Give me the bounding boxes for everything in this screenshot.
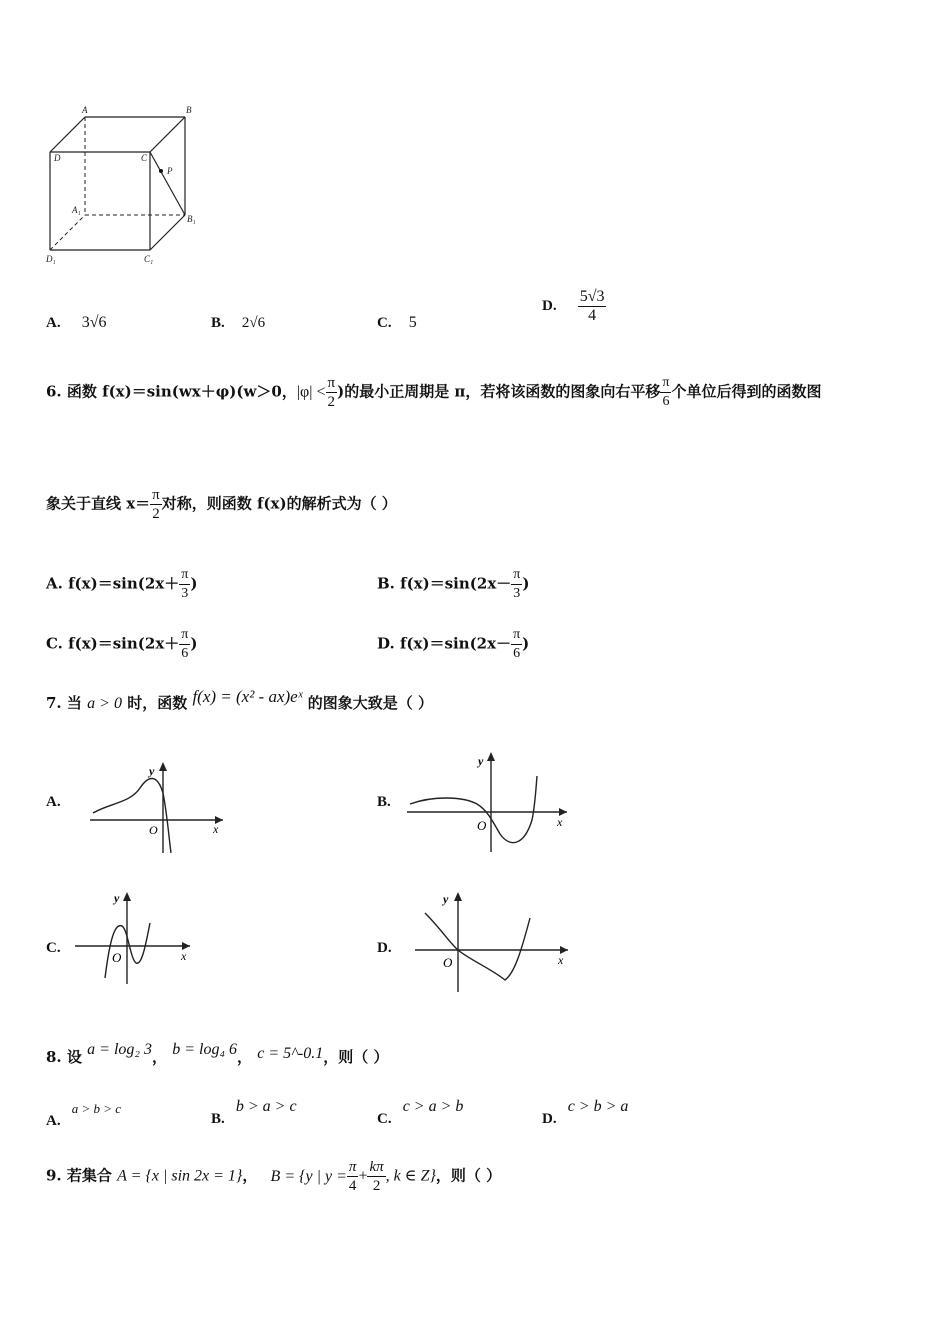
cube-label-c: C (141, 153, 148, 163)
svg-text:x: x (557, 815, 563, 829)
q7-option-c-label: C. (46, 940, 61, 956)
fraction: $\frac{\pi}{2}$ (152, 487, 160, 522)
option-label: A. (46, 315, 61, 331)
cube-label-b: B (186, 105, 192, 115)
phi-condition: |φ| < (296, 383, 326, 401)
set-a: A = {x | sin 2x = 1} (117, 1167, 243, 1185)
q7-graph-d (410, 888, 575, 996)
fraction: $\frac{\pi}{2}$ (327, 375, 336, 410)
point-p (159, 169, 163, 173)
q7-option-b-label: B. (377, 794, 391, 810)
cube-label-d: D (54, 153, 61, 163)
q5-option-b (211, 312, 265, 332)
cube-label-a: A (82, 105, 88, 115)
question-number: 7. (46, 694, 62, 712)
option-label: D. (542, 298, 557, 314)
q6-line2: 象关于直线 x＝ $\frac{\pi}{2}$ 对称，则函数 f(x)的解析式为（ ） (46, 487, 397, 522)
svg-text:y: y (149, 764, 155, 778)
svg-text:y: y (443, 892, 449, 906)
q8-option-d: D. c > b > a (542, 1098, 629, 1127)
cube-label-b1: B₁ (187, 214, 196, 224)
q6-option-a: A. f(x)＝sin(2x＋ $\frac{\pi}{3}$ ) (46, 567, 198, 601)
cube-label-d1: D₁ (46, 254, 56, 264)
q6-line1: 6. 函数 f(x)＝sin(wx＋φ)(w＞0，|φ| < $\frac{\pi}{2}$ )的最小正周期是 π，若将该函数的图象向右平移 $\frac{\pi}{6}$ 个单位后得到的函数图 (46, 375, 822, 410)
q8-option-c: C. c > a > b (377, 1098, 464, 1127)
q9-stem: 9. 若集合 A = {x | sin 2x = 1}， B = {y | y = $\frac{\pi}{4}$ + $\frac{k\pi}{2}$ , k ∈ Z}，则（ ） (46, 1159, 502, 1194)
cube-label-c1: C₁ (144, 254, 154, 264)
cube-figure (40, 100, 210, 275)
option-label: C. (377, 315, 392, 331)
option-value: 3√6 (81, 314, 107, 331)
option-fraction: $\frac{5√3}{4}$ (579, 288, 605, 324)
question-number: 9. (46, 1166, 62, 1185)
question-number: 6. (46, 382, 62, 401)
svg-text:x: x (558, 953, 564, 967)
option-value: 5 (408, 314, 417, 331)
svg-text:y: y (114, 891, 120, 905)
svg-text:O: O (149, 823, 158, 837)
svg-text:O: O (477, 818, 487, 833)
q8-option-a: A. a > b > c (46, 1101, 122, 1129)
function-expression: f(x) = (x² - ax)eˣ (192, 687, 303, 706)
q5-option-c (377, 312, 417, 332)
cube-label-p: P (167, 166, 173, 176)
q7-graph-a (85, 758, 235, 858)
q7-option-a-label: A. (46, 794, 61, 810)
svg-text:x: x (213, 822, 219, 836)
cube-label-a1: A₁ (72, 205, 81, 215)
svg-text:x: x (181, 949, 187, 963)
q8-stem: 8. 设 a = log₂ 3， b = log₄ 6， c = 5^-0.1，则（ ） (46, 1041, 389, 1066)
set-b: B = {y | y = (270, 1167, 347, 1185)
svg-text:O: O (443, 955, 453, 970)
q6-option-b: B. f(x)＝sin(2x－ $\frac{\pi}{3}$ ) (377, 567, 530, 601)
q7-stem: 7. 当 a > 0 时，函数 f(x) = (x² - ax)eˣ 的图象大致是（ ） (46, 687, 433, 712)
q6-option-c: C. f(x)＝sin(2x＋ $\frac{\pi}{6}$ ) (46, 627, 198, 661)
svg-text:O: O (112, 950, 122, 965)
q7-option-d-label: D. (377, 940, 392, 956)
option-label: B. (211, 315, 225, 331)
q8-option-b: B. b > a > c (211, 1098, 297, 1127)
question-number: 8. (46, 1048, 62, 1066)
option-value: 2√6 (241, 315, 266, 331)
q7-graph-b (402, 748, 572, 856)
q5-option-d (542, 288, 606, 325)
q7-graph-c (70, 888, 200, 988)
fraction: $\frac{\pi}{6}$ (662, 375, 670, 409)
q5-option-a (46, 312, 106, 332)
svg-text:y: y (478, 754, 484, 768)
q6-option-d: D. f(x)＝sin(2x－ $\frac{\pi}{6}$ ) (377, 627, 530, 661)
